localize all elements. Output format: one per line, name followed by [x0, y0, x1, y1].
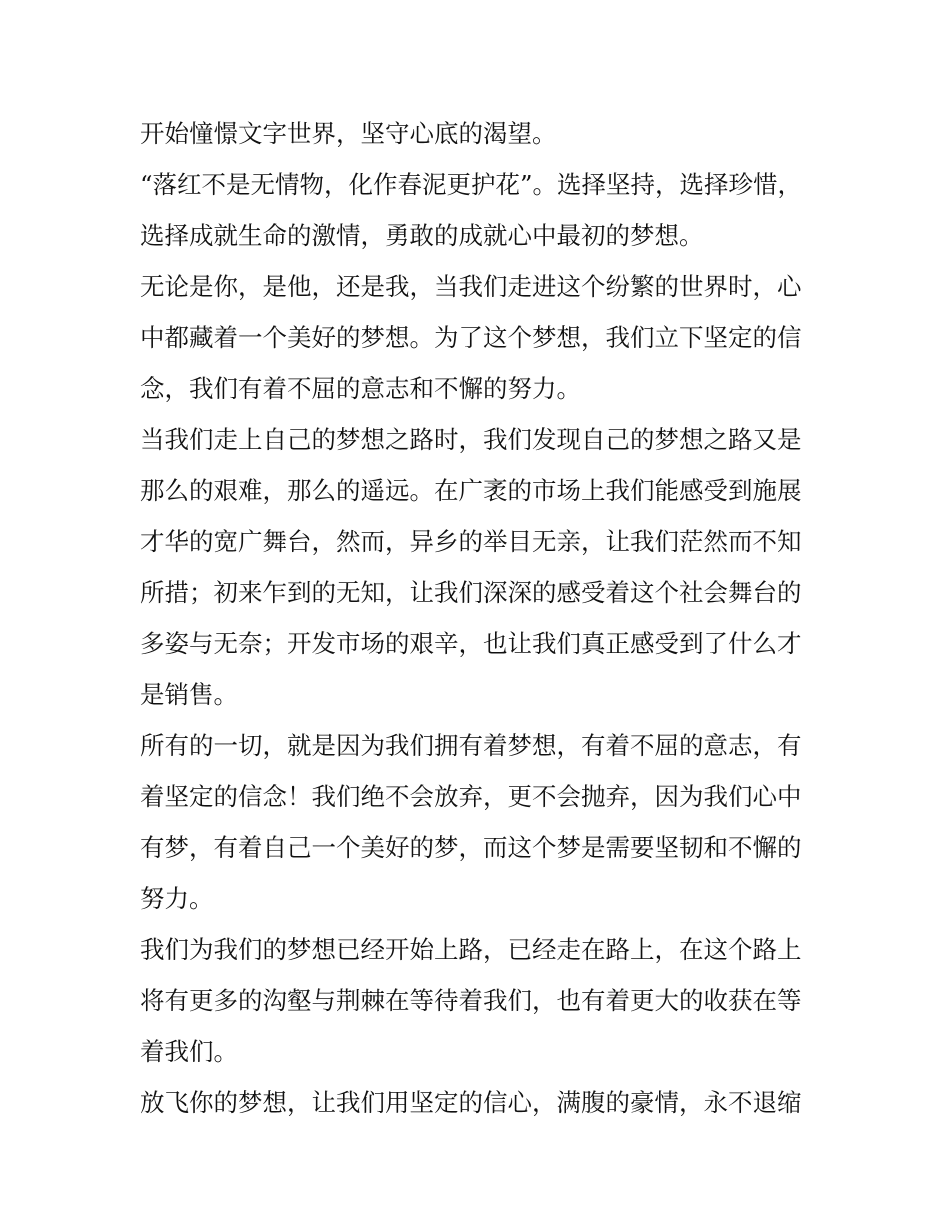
paragraph-1 — [140, 108, 820, 159]
text-line: 将有更多的沟壑与荆棘在等待着我们，也有着更大的收获在等 — [140, 986, 802, 1015]
paragraph-6 — [140, 924, 820, 1077]
text-line: 当我们走上自己的梦想之路时，我们发现自己的梦想之路又是 — [140, 425, 802, 454]
text-line: 念，我们有着不屈的意志和不懈的努力。 — [140, 374, 581, 403]
text-line: 着我们。 — [140, 1037, 238, 1066]
text-line: 那么的艰难，那么的遥远。在广袤的市场上我们能感受到施展 — [140, 476, 802, 505]
text-line: 所有的一切，就是因为我们拥有着梦想，有着不屈的意志，有 — [140, 731, 802, 760]
text-line: “落红不是无情物，化作春泥更护花”。选择坚持，选择珍惜， — [140, 170, 803, 199]
text-line: 开始憧憬文字世界，坚守心底的渴望。 — [140, 119, 557, 148]
paragraph-3 — [140, 261, 820, 414]
text-line: 有梦，有着自己一个美好的梦，而这个梦是需要坚韧和不懈的 — [140, 833, 802, 862]
paragraph-5 — [140, 720, 820, 924]
text-line: 中都藏着一个美好的梦想。为了这个梦想，我们立下坚定的信 — [140, 323, 802, 352]
paragraph-4 — [140, 414, 820, 720]
paragraph-2 — [140, 159, 820, 261]
text-line: 是销售。 — [140, 680, 238, 709]
text-line: 多姿与无奈；开发市场的艰辛，也让我们真正感受到了什么才 — [140, 629, 802, 658]
text-line: 才华的宽广舞台，然而，异乡的举目无亲，让我们茫然而不知 — [140, 527, 802, 556]
text-line: 我们为我们的梦想已经开始上路，已经走在路上，在这个路上 — [140, 935, 802, 964]
text-line: 所措；初来乍到的无知，让我们深深的感受着这个社会舞台的 — [140, 578, 802, 607]
document-body — [140, 108, 820, 1128]
paragraph-7 — [140, 1077, 820, 1128]
text-line: 放飞你的梦想，让我们用坚定的信心，满腹的豪情，永不退缩 — [140, 1088, 802, 1117]
text-line: 无论是你，是他，还是我，当我们走进这个纷繁的世界时，心 — [140, 272, 802, 301]
text-line: 着坚定的信念！我们绝不会放弃，更不会抛弃，因为我们心中 — [140, 782, 802, 811]
text-line: 努力。 — [140, 884, 214, 913]
text-line: 选择成就生命的激情，勇敢的成就心中最初的梦想。 — [140, 221, 704, 250]
